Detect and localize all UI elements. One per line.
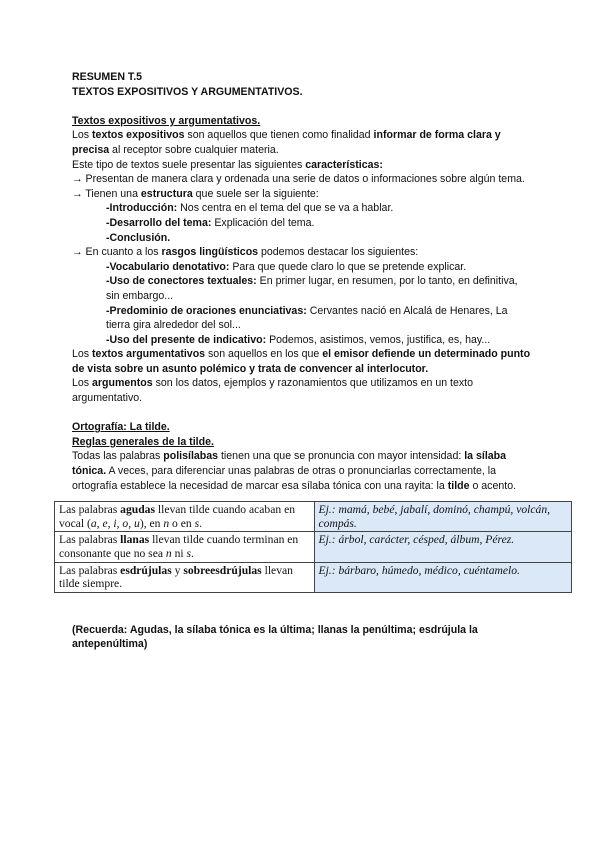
- estructura-item: [72, 201, 532, 216]
- text-run-italic: n: [163, 516, 170, 530]
- section-heading-ortografia: Ortografía: La tilde.: [72, 421, 170, 434]
- text-run: podemos destacar los siguientes:: [258, 246, 419, 259]
- text-run-italic: s: [186, 547, 192, 560]
- rasgo-item: [72, 304, 532, 333]
- rule-cell-esdrujulas: [55, 562, 315, 592]
- text-run: Todas las palabras: [72, 450, 164, 463]
- text-run-bold: -Uso del presente de indicativo:: [106, 333, 267, 346]
- table-row: [55, 562, 572, 592]
- text-run: Las palabras: [59, 533, 121, 547]
- rasgo-item: [72, 274, 532, 303]
- text-run: Los: [72, 348, 93, 361]
- text-run-bold: -Predominio de oraciones enunciativas:: [106, 304, 307, 317]
- text-run-bold: características:: [305, 158, 383, 171]
- text-run: ni: [171, 547, 187, 560]
- rasgo-item: [72, 260, 532, 275]
- text-run-bold: el emisor defiende un determinado punto de vista sobre un asunto polémico y trata de convencer al interlocutor.: [72, 348, 531, 375]
- text-run: Los: [72, 129, 93, 142]
- text-run: llevan tilde siempre.: [59, 563, 293, 591]
- text-run: Las palabras: [59, 563, 121, 577]
- text-run-bold: informar de forma clara y precisa: [72, 129, 501, 156]
- arrow-item-rasgos: [72, 245, 532, 260]
- text-run: que suele ser la siguiente:: [192, 187, 319, 200]
- text-run-bold: tilde: [447, 479, 470, 492]
- text-run-bold: polisílabas: [163, 450, 219, 463]
- text-run: llevan tilde cuando acaban en vocal (: [59, 503, 296, 530]
- estructura-item: [72, 231, 532, 246]
- text-run: tienen una que se pronuncia con mayor intensidad:: [218, 450, 465, 463]
- text-run: son aquellos en los que: [205, 348, 323, 361]
- text-run: Explicación del tema.: [211, 216, 315, 229]
- text-run: son los datos, ejemplos y razonamientos que utilizamos en un texto argumentativo.: [72, 377, 474, 405]
- text-run-italic: s: [194, 516, 200, 530]
- text-run-italic: a, e, i, o, u: [90, 516, 140, 530]
- arrow-item-estructura: [72, 187, 532, 202]
- doc-title-line2: TEXTOS EXPOSITIVOS Y ARGUMENTATIVOS.: [72, 85, 303, 98]
- text-run: llevan tilde cuando terminan en consonante que no sea: [59, 533, 299, 560]
- paragraph-tilde: [72, 449, 532, 493]
- paragraph-argumentos: [72, 376, 532, 405]
- estructura-item: [72, 216, 532, 231]
- rule-cell-agudas: [55, 502, 315, 532]
- table-row: [55, 502, 572, 532]
- document-page: [59, 70, 551, 652]
- paragraph-expositivos: [72, 128, 532, 157]
- text-run-bold: -Desarrollo del tema:: [106, 216, 212, 229]
- text-run: Las palabras: [59, 503, 121, 517]
- spacer: [72, 406, 532, 421]
- text-run: y: [171, 563, 184, 577]
- text-run-bold: -Conclusión.: [106, 231, 171, 244]
- text-run-bold: esdrújulas: [120, 563, 172, 577]
- doc-title-line1: RESUMEN T.5: [72, 71, 143, 83]
- text-run: o en: [169, 516, 195, 530]
- text-run-bold: textos argumentativos: [92, 348, 206, 361]
- text-run-bold: la sílaba tónica.: [72, 450, 507, 478]
- text-run-bold: argumentos: [92, 377, 153, 390]
- spacer: [72, 99, 532, 114]
- section-heading-textos: Textos expositivos y argumentativos.: [72, 114, 261, 127]
- text-run-bold: sobreesdrújulas: [183, 563, 262, 577]
- text-run: → En cuanto a los: [72, 246, 162, 259]
- text-run: → Tienen una: [72, 187, 141, 200]
- text-run-bold: estructura: [140, 187, 193, 200]
- text-run: En primer lugar, en resumen, por lo tanto, en definitiva, sin embargo...: [106, 275, 518, 302]
- reminder-note: (Recuerda: Agudas, la sílaba tónica es la última; llanas la penúltima; esdrújula la antepenúltima): [72, 623, 478, 651]
- text-run: al receptor sobre cualquier materia.: [109, 143, 279, 156]
- text-run-bold: rasgos lingüísticos: [161, 246, 259, 259]
- text-run: ), en: [139, 516, 164, 530]
- text-run: .: [191, 547, 194, 560]
- text-run: Los: [72, 377, 93, 390]
- example-cell-esdrujulas: Ej.: bárbaro, húmedo, médico, cuéntamelo.: [314, 562, 572, 592]
- table-row: [55, 532, 572, 562]
- text-run-bold: llanas: [120, 533, 150, 547]
- text-run: Cervantes nació en Alcalá de Henares, La tierra gira alrededor del sol...: [106, 304, 508, 332]
- text-run-bold: agudas: [120, 503, 155, 517]
- text-run-bold: -Uso de conectores textuales:: [106, 275, 257, 288]
- text-run: o acento.: [469, 479, 517, 492]
- text-run: Este tipo de textos suele presentar las siguientes: [72, 158, 306, 171]
- text-run-bold: -Vocabulario denotativo:: [106, 260, 230, 273]
- text-run: Nos centra en el tema del que se va a hablar.: [177, 202, 394, 215]
- text-run: .: [199, 516, 202, 530]
- rule-cell-llanas: [55, 532, 315, 562]
- text-run-bold: textos expositivos: [92, 129, 185, 142]
- arrow-item-datos: → Presentan de manera clara y ordenada una serie de datos o informaciones sobre algún tema.: [72, 173, 525, 186]
- text-run: Para que quede claro lo que se pretende explicar.: [229, 260, 467, 273]
- text-run: Podemos, asistimos, vemos, justifica, es, hay...: [266, 333, 491, 346]
- paragraph-caracteristicas: [72, 158, 532, 173]
- text-run-bold: -Introducción:: [106, 202, 178, 215]
- tilde-rules-table: [54, 501, 572, 593]
- paragraph-argumentativos: [72, 347, 532, 376]
- example-cell-agudas: Ej.: mamá, bebé, jabalí, dominó, champú, volcán, compás.: [314, 502, 572, 532]
- example-cell-llanas: Ej.: árbol, carácter, césped, álbum, Pérez.: [314, 532, 572, 562]
- rasgo-item: [72, 333, 532, 348]
- subheading-reglas: Reglas generales de la tilde.: [72, 435, 214, 448]
- text-run: A veces, para diferenciar unas palabras de otras o pronunciarlas correctamente, la ortografía establece la necesidad de marcar esa sílaba tónica con una rayita: la: [72, 465, 496, 492]
- text-run-italic: n: [165, 547, 172, 560]
- text-run: son aquellos que tienen como finalidad: [184, 129, 374, 142]
